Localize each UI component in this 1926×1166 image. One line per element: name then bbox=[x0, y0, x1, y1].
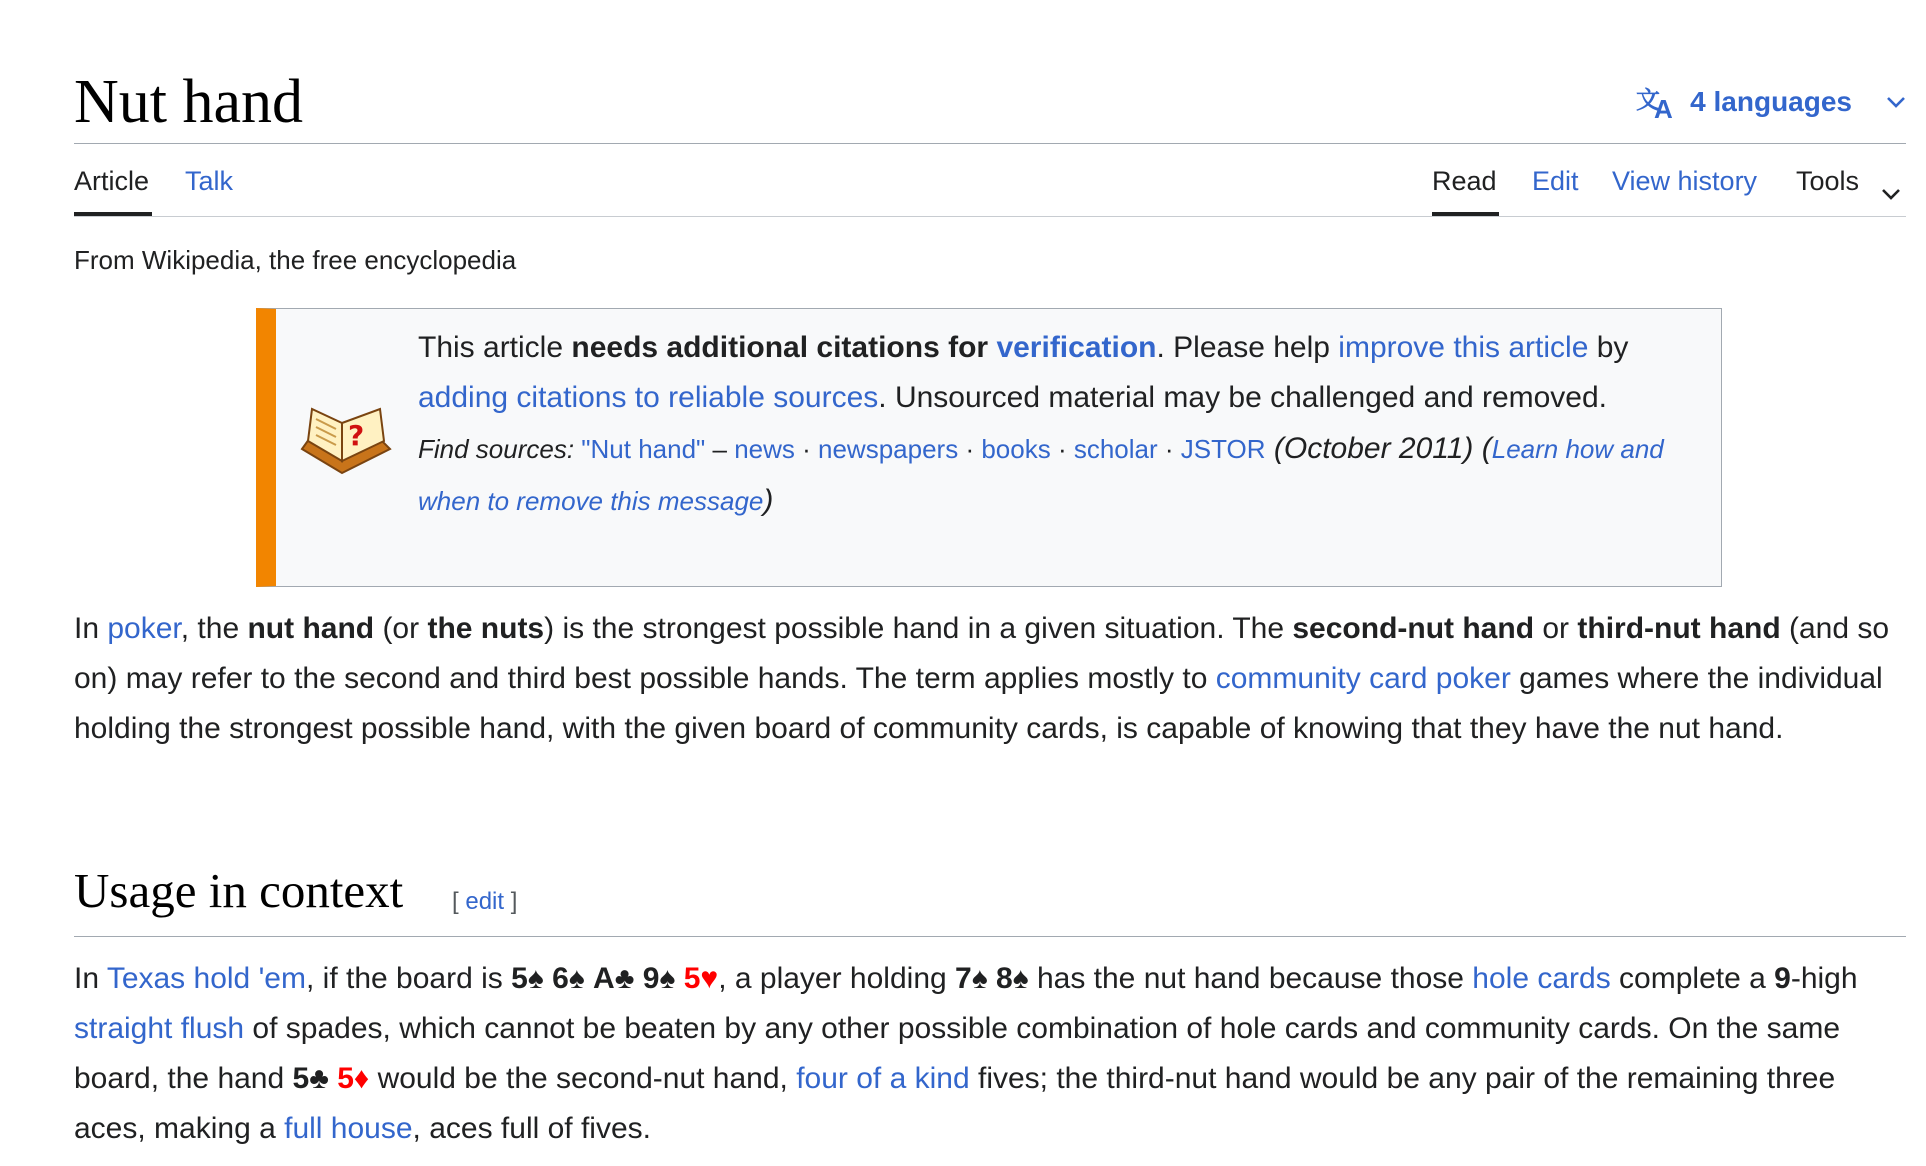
section-edit bbox=[452, 888, 517, 916]
hole-card: 8♠ bbox=[996, 962, 1029, 995]
source-news-link[interactable]: news bbox=[734, 434, 795, 464]
full-house-link[interactable]: full house bbox=[284, 1112, 413, 1145]
translate-icon bbox=[1636, 84, 1676, 120]
poker-link[interactable]: poker bbox=[107, 612, 181, 645]
four-of-a-kind-link[interactable]: four of a kind bbox=[796, 1062, 970, 1095]
notice-text-part: by bbox=[1588, 331, 1629, 364]
hand-card-red: 5♦ bbox=[337, 1062, 370, 1095]
text: , a player holding bbox=[718, 962, 956, 995]
hole-card: 7♠ bbox=[955, 962, 988, 995]
text: -high bbox=[1790, 962, 1858, 995]
find-query-link[interactable]: "Nut hand" bbox=[581, 434, 706, 464]
text: would be the second-nut hand, bbox=[369, 1062, 797, 1095]
svg-text:A: A bbox=[1654, 94, 1673, 120]
section-edit-link[interactable]: edit bbox=[465, 888, 505, 915]
tools-label: Tools bbox=[1796, 166, 1860, 196]
text: (or bbox=[374, 612, 428, 645]
source-books-link[interactable]: books bbox=[981, 434, 1051, 464]
tabs-row bbox=[74, 144, 1906, 217]
board-card-red: 5♥ bbox=[683, 962, 719, 995]
find-sep: – bbox=[705, 434, 735, 464]
find-sources bbox=[418, 423, 1708, 527]
find-sep: · bbox=[1050, 434, 1074, 464]
bracket: ] bbox=[504, 888, 518, 915]
bold-term: nut hand bbox=[247, 612, 375, 645]
notice-text-part: . Unsourced material may be challenged and removed. bbox=[878, 381, 1608, 414]
citation-needed-notice bbox=[256, 308, 1722, 587]
tools-dropdown[interactable] bbox=[1796, 166, 1901, 216]
text: In bbox=[74, 962, 107, 995]
board-card: 9♠ bbox=[642, 962, 676, 995]
text: , if the board is bbox=[305, 962, 512, 995]
text: or bbox=[1534, 612, 1578, 645]
notice-text-part: This article bbox=[418, 331, 572, 364]
notice-text bbox=[418, 323, 1708, 527]
page bbox=[74, 0, 1906, 1145]
bracket: [ bbox=[452, 888, 466, 915]
page-title: Nut hand bbox=[74, 68, 304, 136]
text: has the nut hand because those bbox=[1028, 962, 1473, 995]
find-sep: · bbox=[794, 434, 819, 464]
notice-text-part: . Please help bbox=[1156, 331, 1339, 364]
tab-talk[interactable]: Talk bbox=[185, 166, 234, 196]
question-book-icon bbox=[298, 405, 396, 490]
chevron-down-icon bbox=[1886, 96, 1906, 108]
improve-article-link[interactable]: improve this article bbox=[1338, 331, 1589, 364]
section-heading bbox=[74, 860, 1906, 937]
adding-citations-link[interactable]: adding citations to reliable sources bbox=[418, 381, 879, 414]
tagline: From Wikipedia, the free encyclopedia bbox=[74, 245, 517, 275]
section-title: Usage in context bbox=[74, 863, 404, 918]
text: ) is the strongest possible hand in a given situation. The bbox=[544, 612, 1293, 645]
texas-holdem-link[interactable]: Texas hold 'em bbox=[106, 962, 306, 995]
tab-article[interactable]: Article bbox=[74, 166, 152, 216]
source-scholar-link[interactable]: scholar bbox=[1073, 434, 1158, 464]
tab-edit[interactable]: Edit bbox=[1532, 166, 1579, 196]
hole-cards-link[interactable]: hole cards bbox=[1472, 962, 1611, 995]
svg-text:?: ? bbox=[348, 419, 365, 452]
text: games where the individual holding the strongest possible hand, with the given board of community cards, is capable of knowing that they have the nut hand. bbox=[74, 662, 1883, 745]
board-card: 6♠ bbox=[552, 962, 585, 995]
board-card: 5♠ bbox=[511, 962, 544, 995]
notice-bold: needs additional citations for bbox=[571, 331, 997, 364]
verification-link[interactable]: verification bbox=[996, 331, 1157, 364]
text: complete a bbox=[1610, 962, 1775, 995]
find-sep: · bbox=[1157, 434, 1181, 464]
text: (and so on) may refer to the second and third best possible hands. The term applies mostly to bbox=[74, 612, 1890, 695]
text: , the bbox=[180, 612, 248, 645]
chevron-down-icon bbox=[1881, 166, 1901, 216]
text: of spades, which cannot be beaten by any other possible combination of hole cards and community cards. On the same board, the hand bbox=[74, 1012, 1841, 1095]
learn-how-link[interactable]: Learn how and when to remove this message bbox=[418, 434, 1664, 516]
text: In bbox=[74, 612, 108, 645]
hand-card: 5♣ bbox=[292, 1062, 329, 1095]
intro-paragraph bbox=[74, 604, 1906, 754]
notice-date: (October 2011) ( bbox=[1265, 432, 1492, 465]
board-card: A♣ bbox=[593, 962, 635, 995]
text: fives; the third-nut hand would be any pair of the remaining three aces, making a bbox=[74, 1062, 1836, 1145]
languages-button[interactable] bbox=[1636, 84, 1906, 120]
find-sep: · bbox=[958, 434, 982, 464]
svg-text:文: 文 bbox=[1636, 86, 1661, 114]
tab-read[interactable]: Read bbox=[1432, 166, 1499, 216]
languages-label: 4 languages bbox=[1690, 86, 1852, 117]
source-newspapers-link[interactable]: newspapers bbox=[818, 434, 959, 464]
source-jstor-link[interactable]: JSTOR bbox=[1180, 434, 1266, 464]
bold-term: 9 bbox=[1774, 962, 1791, 995]
usage-paragraph bbox=[74, 954, 1906, 1154]
notice-close-paren: ) bbox=[763, 484, 774, 517]
text: , aces full of fives. bbox=[412, 1112, 651, 1145]
title-row bbox=[74, 0, 1906, 144]
find-sources-label: Find sources: bbox=[418, 434, 582, 464]
straight-flush-link[interactable]: straight flush bbox=[74, 1012, 245, 1045]
bold-term: third-nut hand bbox=[1577, 612, 1781, 645]
bold-term: the nuts bbox=[427, 612, 545, 645]
bold-term: second-nut hand bbox=[1292, 612, 1535, 645]
community-card-poker-link[interactable]: community card poker bbox=[1215, 662, 1511, 695]
tab-view-history[interactable]: View history bbox=[1612, 166, 1758, 196]
